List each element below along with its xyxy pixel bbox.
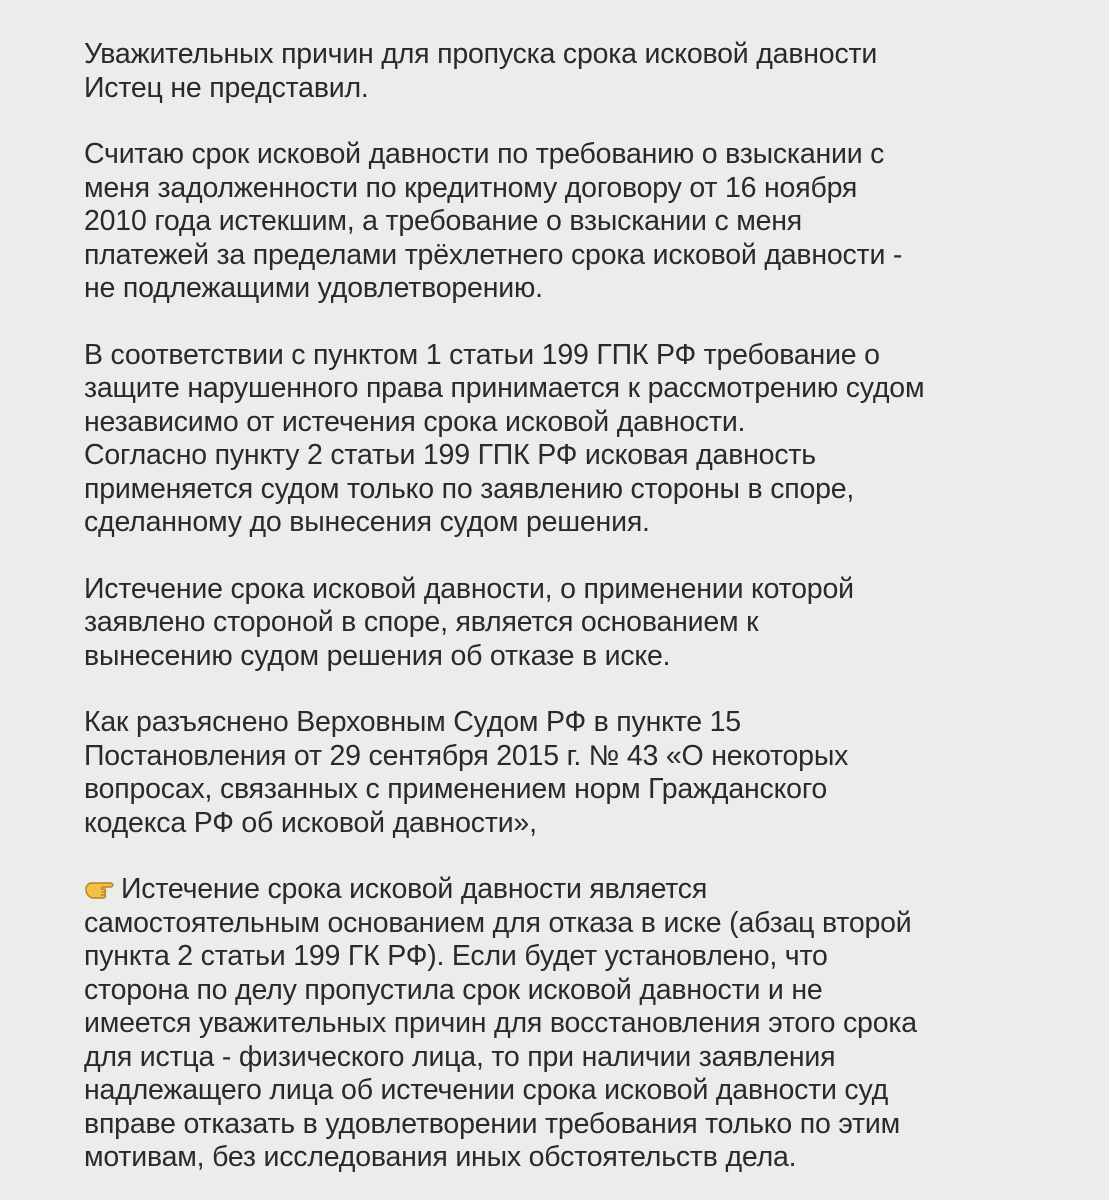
- paragraph-supreme-court: [84, 706, 1049, 840]
- text-line: самостоятельным основанием для отказа в иске (абзац второй: [84, 906, 912, 939]
- text-line: применяется судом только по заявлению стороны в споре,: [84, 472, 855, 505]
- text-line: Считаю срок исковой давности по требованию о взыскании с: [84, 138, 885, 170]
- text-line: платежей за пределами трёхлетнего срока исковой давности -: [84, 238, 903, 271]
- text-line: Согласно пункту 2 статьи 199 ГПК РФ исковая давность: [84, 439, 816, 471]
- text-line: сторона по делу пропустила срок исковой давности и не: [84, 973, 823, 1006]
- text-line: пункта 2 статьи 199 ГК РФ). Если будет установлено, что: [84, 940, 828, 972]
- paragraph-article-199: [84, 339, 1049, 540]
- text-line: защите нарушенного права принимается к рассмотрению судом: [84, 372, 925, 404]
- paragraph-expiry-grounds: [84, 573, 1049, 674]
- text-line: заявлено стороной в споре, является основанием к: [84, 606, 759, 638]
- text-line: имеется уважительных причин для восстановления этого срока: [84, 1007, 917, 1039]
- text-line: независимо от истечения срока исковой давности.: [84, 405, 746, 438]
- text-line: Истечение срока исковой давности, о применении которой: [84, 572, 854, 605]
- paragraph-independent-ground: [84, 873, 1049, 1175]
- text-line: Истец не представил.: [84, 71, 369, 104]
- text-line: В соответствии с пунктом 1 статьи 199 ГПК РФ требование о: [84, 338, 880, 371]
- text-line: не подлежащими удовлетворению.: [84, 272, 543, 304]
- text-line: Как разъяснено Верховным Судом РФ в пункте 15: [84, 706, 741, 738]
- text-line: вынесению судом решения об отказе в иске.: [84, 639, 671, 672]
- paragraph-limitation-expired: [84, 138, 1049, 306]
- text-line: вопросах, связанных с применением норм Гражданского: [84, 773, 828, 805]
- text-line: для истца - физического лица, то при наличии заявления: [84, 1040, 836, 1073]
- text-line: вправе отказать в удовлетворении требования только по этим: [84, 1107, 901, 1140]
- text-line: меня задолженности по кредитному договору от 16 ноября: [84, 171, 858, 204]
- text-line: Постановления от 29 сентября 2015 г. № 43 «О некоторых: [84, 739, 849, 772]
- text-line: сделанному до вынесения судом решения.: [84, 506, 650, 538]
- pointing-hand-icon: [84, 873, 120, 903]
- text-line: кодекса РФ об исковой давности»,: [84, 806, 537, 839]
- text-line: Уважительных причин для пропуска срока исковой давности: [84, 38, 878, 70]
- text-line: Истечение срока исковой давности является: [121, 873, 708, 905]
- text-line: мотивам, без исследования иных обстоятельств дела.: [84, 1141, 797, 1173]
- text-line: 2010 года истекшим, а требование о взыскании с меня: [84, 205, 803, 237]
- text-line: надлежащего лица об истечении срока исковой давности суд: [84, 1074, 889, 1106]
- paragraph-no-valid-reasons: [84, 38, 1049, 105]
